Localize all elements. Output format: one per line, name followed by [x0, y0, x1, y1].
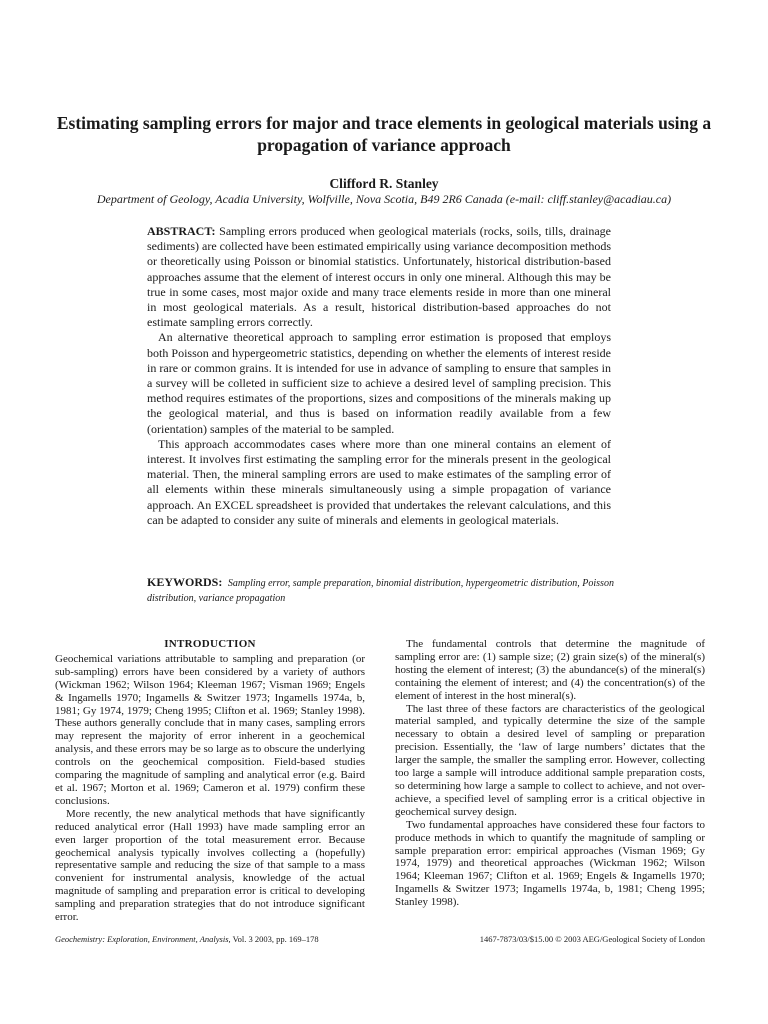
keywords	[147, 575, 617, 606]
keywords-label: KEYWORDS:	[147, 575, 223, 589]
body-paragraph-4: The last three of these factors are characteristics of the geological material sampled, and typically determine the size of the sample necessary to obtain a desired level of sampling or preparation precision. Essentially, the ‘law of large numbers’ dictates that the larger the sample, the smaller the sampling error. However, collecting too large a sample will introduce additional sample preparation costs, so determining how large a sample to collect to achieve, and not over-achieve, a specified level of sampling error is a critical objective in geochemical survey design.	[395, 702, 705, 818]
abstract-text-1: Sampling errors produced when geological materials (rocks, soils, tills, drainage sediments) are collected have been estimated empirically using variance decomposition methods or theoretically using Poisson or binomial statistics. Unfortunately, historical distribution-based approaches assume that the element of interest occurs in only one mineral. Although this may be true in some cases, most major oxide and many trace elements reside in more than one mineral in most geological materials. As a result, historical distribution-based approaches do not estimate sampling errors correctly.	[147, 224, 612, 330]
abstract	[147, 224, 611, 528]
abstract-label: ABSTRACT:	[147, 224, 216, 238]
body-paragraph-1: Geochemical variations attributable to sampling and preparation (or sub-sampling) errors have been considered by a variety of authors (Wickman 1962; Wilson 1964; Kleeman 1967; Visman 1969; Engels & Ingamells 1970; Ingamells & Switzer 1973; Ingamells 1974a, b, 1981; Gy 1974, 1979; Cheng 1995; Clifton et al. 1969; Stanley 1998). These authors generally conclude that in many cases, sampling errors may represent the majority of error inherent in a geochemical analysis, and these errors may be so large as to obscure the underlying controls on the geochemical composition. Field-based studies comparing the magnitude of sampling and analytical error (e.g. Baird et al. 1967; Morton et al. 1969; Cameron et al. 1979) confirm these conclusions.	[55, 652, 365, 807]
author-affiliation: Department of Geology, Acadia University, Wolfville, Nova Scotia, B49 2R6 Canada (e-mail: cliff.stanley@acadiau.ca)	[96, 192, 672, 206]
body-paragraph-5: Two fundamental approaches have considered these four factors to produce methods in which to quantify the magnitude of sampling or sample preparation error: empirical approaches (Visman 1969; Gy 1974, 1979) and theoretical approaches (Wickman 1962; Wilson 1964; Kleeman 1967; Clifton et al. 1969; Engels & Ingamells 1970; Ingamells & Switzer 1973; Ingamells 1974a, b, 1981; Cheng 1995; Stanley 1998).	[395, 818, 705, 909]
abstract-paragraph-1	[147, 224, 611, 330]
body-paragraph-2: More recently, the new analytical methods that have significantly reduced analytical error (Hall 1993) have made sampling error an even larger proportion of the total measurement error. Because geochemical analysis typically involves collecting a (hopefully) representative sample and reducing the size of that sample to a mass convenient for instrumental analysis, knowledge of the actual magnitude of sampling and preparation error is critical to developing sampling and preparation strategies that do not introduce significant error.	[55, 807, 365, 924]
body-paragraph-3: The fundamental controls that determine the magnitude of sampling error are: (1) sample size; (2) grain size(s) of the mineral(s) hosting the element of interest; (3) the abundance(s) of the mineral(s) containing the element of interest; and (4) the concentration(s) of the element of interest in the host mineral(s).	[395, 638, 705, 702]
abstract-paragraph-3: This approach accommodates cases where more than one mineral contains an element of interest. It involves first estimating the sampling error for the minerals present in the geological material. Then, the mineral sampling errors are used to make estimates of the sampling error of all elements within these minerals simultaneously using a simple propagation of variance approach. An EXCEL spreadsheet is provided that undertakes the relevant calculations, and this can be adapted to consider any suite of minerals and elements in geological materials.	[147, 436, 611, 527]
footer-copyright: 1467-7873/03/$15.00 © 2003 AEG/Geological Society of London	[479, 934, 705, 944]
body-column-left	[55, 638, 365, 924]
section-heading-introduction: INTRODUCTION	[164, 638, 256, 650]
footer-citation	[55, 934, 319, 944]
keywords-text: Sampling error, sample preparation, binomial distribution, hypergeometric distribution, Poisson distribution, variance propagation	[147, 578, 614, 604]
author-name: Clifford R. Stanley	[329, 176, 439, 191]
journal-volume: Vol. 3 2003, pp. 169–178	[230, 934, 319, 944]
abstract-paragraph-2: An alternative theoretical approach to sampling error estimation is proposed that employs both Poisson and hypergeometric statistics, depending on whether the elements of interest reside in rare or common grains. It is intended for use in advance of sampling to ensure that samples in a survey will be colleted in sufficient size to achieve a desired level of sampling precision. This method requires estimates of the proportions, sizes and compositions of the minerals making up the geological material, and thus is based on information readily available from a few (orientation) samples of the material to be sampled.	[147, 330, 611, 436]
body-column-right	[395, 638, 705, 909]
paper-title: Estimating sampling errors for major and trace elements in geological materials using a propagation of variance approach	[56, 113, 712, 155]
journal-name: Geochemistry: Exploration, Environment, Analysis,	[55, 934, 231, 944]
